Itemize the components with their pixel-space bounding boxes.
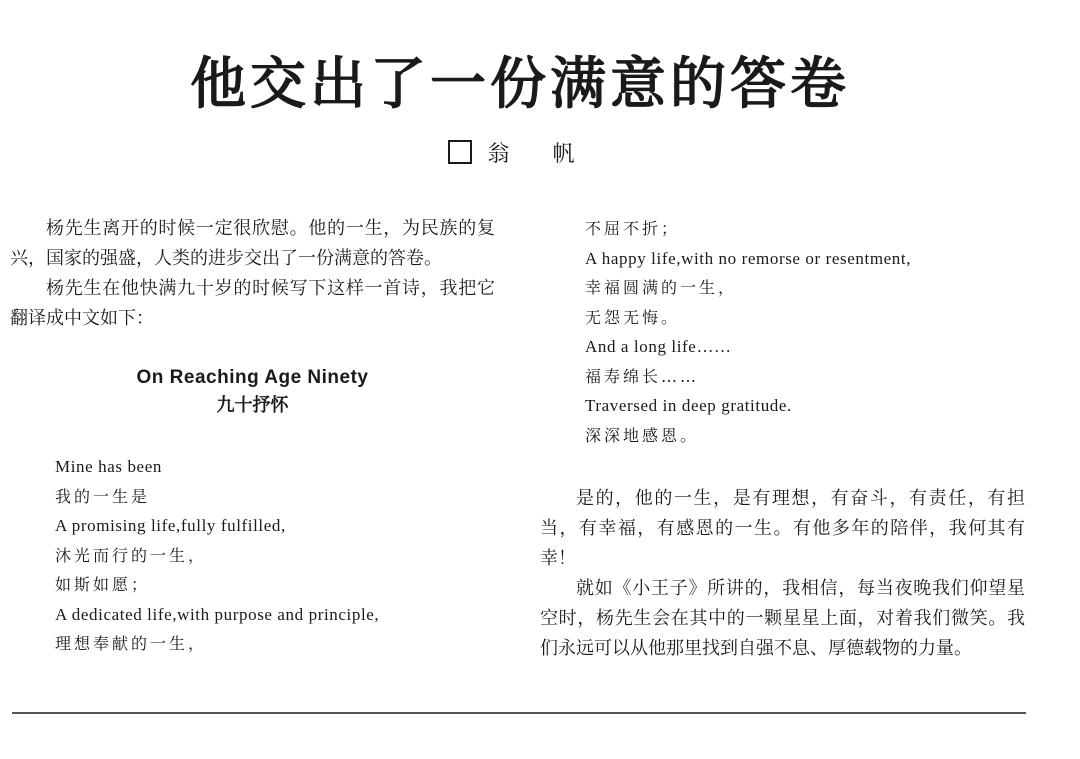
poem-title-chinese: 九十抒怀	[216, 395, 289, 416]
poem-line: 如斯如愿；	[55, 575, 151, 594]
poem-line: Traversed in deep gratitude.	[585, 396, 792, 415]
poem-line: Mine has been	[55, 457, 162, 476]
poem-line: 沐光而行的一生，	[55, 545, 208, 565]
poem-line: 福寿绵长……	[585, 366, 700, 386]
poem-line: 理想奉献的一生，	[55, 634, 208, 653]
author-name: 翁 帆	[487, 142, 593, 167]
poem-lines	[540, 214, 1025, 450]
article-title: 他交出了一份满意的答卷	[190, 52, 850, 117]
poem-line: And a long life……	[585, 337, 732, 356]
poem-line: A dedicated life,with purpose and principle,	[55, 604, 380, 624]
byline	[0, 138, 1040, 172]
poem-line: 无怨无悔。	[585, 307, 681, 327]
poem-line: 我的一生是	[55, 486, 151, 506]
poem-lines	[10, 452, 495, 659]
closing-text	[540, 484, 1025, 664]
right-column	[540, 214, 1025, 664]
poem-line: 幸福圆满的一生，	[585, 278, 738, 297]
poem-line: 不屈不折；	[585, 219, 681, 238]
poem-line: 深深地感恩。	[585, 425, 700, 445]
paragraph: 杨先生离开的时候一定很欣慰。他的一生，为民族的复兴，国家的强盛，人类的进步交出了一份满意的答卷。	[10, 218, 495, 269]
poem-title-english: On Reaching Age Ninety	[136, 367, 369, 388]
paragraph: 杨先生在他快满九十岁的时候写下这样一首诗，我把它翻译成中文如下：	[10, 278, 495, 329]
bottom-divider	[12, 712, 1026, 714]
left-column	[10, 214, 495, 659]
poem-line: A promising life,fully fulfilled,	[55, 516, 286, 535]
poem-line: A happy life,with no remorse or resentment,	[585, 248, 912, 268]
paragraph: 是的，他的一生，是有理想，有奋斗，有责任，有担当，有幸福，有感恩的一生。有他多年的陪伴，我何其有幸！	[540, 488, 1025, 569]
paragraph: 就如《小王子》所讲的，我相信，每当夜晚我们仰望星空时，杨先生会在其中的一颗星星上面，对着我们微笑。我们永远可以从他那里找到自强不息、厚德载物的力量。	[540, 578, 1025, 659]
square-icon	[448, 140, 472, 164]
poem-heading	[10, 364, 495, 420]
